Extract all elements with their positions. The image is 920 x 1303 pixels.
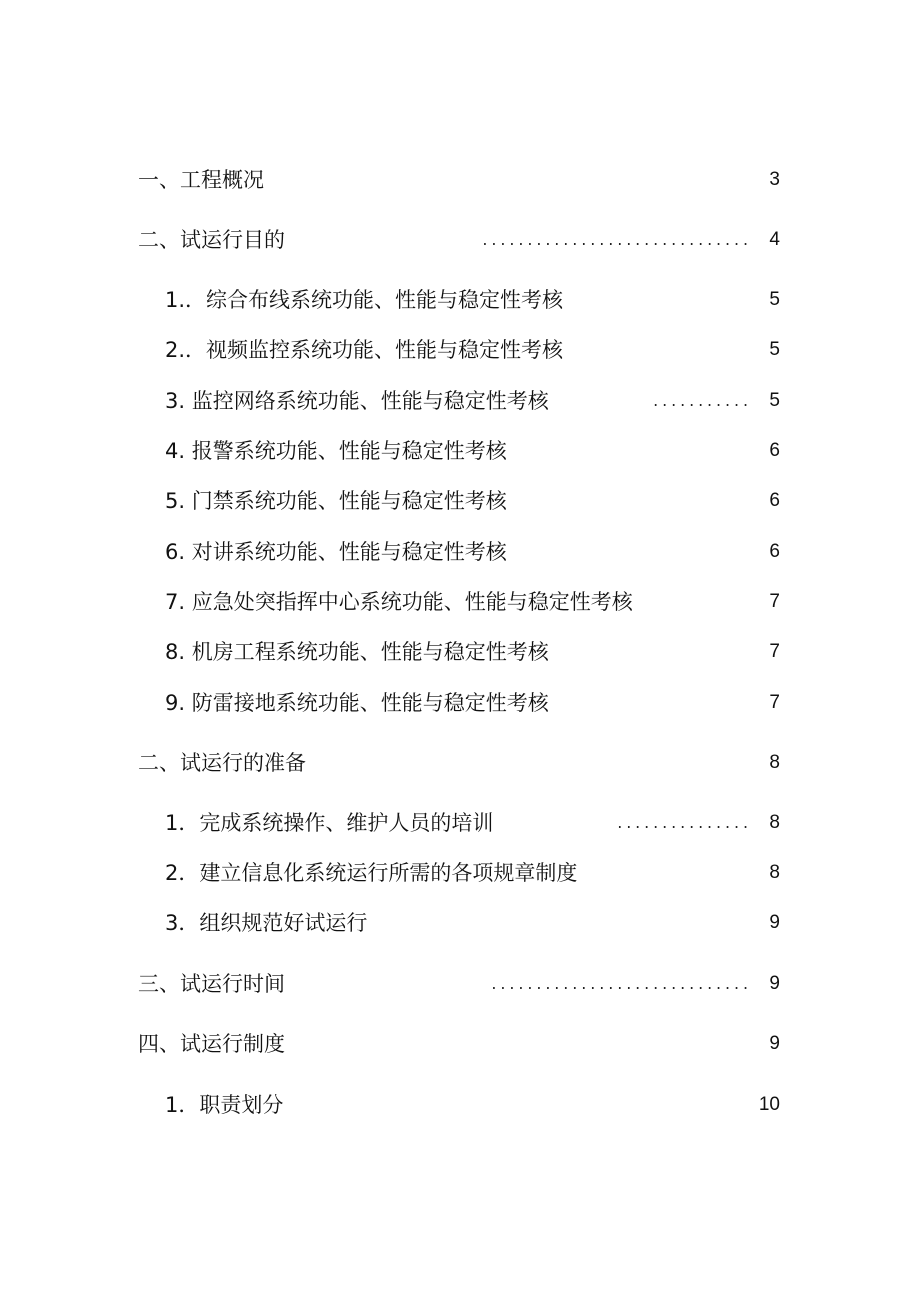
toc-page-number: 5 — [769, 289, 780, 310]
toc-leader-dots: ............................. — [491, 974, 752, 993]
toc-page-number: 7 — [769, 641, 780, 662]
toc-entry — [0, 856, 920, 890]
toc-page-number: 9 — [769, 1033, 780, 1054]
toc-entry — [0, 746, 920, 780]
toc-entry-title: 3．组织规范好试运行 — [165, 911, 368, 935]
toc-entry-title: 2．建立信息化系统运行所需的各项规章制度 — [165, 861, 578, 885]
toc-page-number: 6 — [769, 490, 780, 511]
toc-entry-title: 4. 报警系统功能、性能与稳定性考核 — [165, 439, 507, 463]
toc-entry-title: 二、试运行目的 — [138, 228, 285, 252]
toc-page-number: 3 — [769, 169, 780, 190]
toc-entry — [0, 484, 920, 518]
toc-entry — [0, 163, 920, 197]
toc-entry-title: 9. 防雷接地系统功能、性能与稳定性考核 — [165, 691, 549, 715]
toc-entry-title: 三、试运行时间 — [138, 972, 285, 996]
toc-entry-title: 四、试运行制度 — [138, 1032, 285, 1056]
toc-entry-title: 1．职责划分 — [165, 1093, 284, 1117]
toc-entry-title: 8. 机房工程系统功能、性能与稳定性考核 — [165, 640, 549, 664]
toc-page-number: 9 — [769, 973, 780, 994]
toc-entry-title: 3. 监控网络系统功能、性能与稳定性考核 — [165, 389, 549, 413]
toc-page-number: 5 — [769, 390, 780, 411]
toc-page-number: 6 — [769, 440, 780, 461]
toc-entry — [0, 1027, 920, 1061]
toc-leader-dots: .............................. — [482, 230, 752, 249]
toc-entry-title: 7. 应急处突指挥中心系统功能、性能与稳定性考核 — [165, 590, 633, 614]
toc-entry — [0, 806, 920, 840]
toc-page-number: 7 — [769, 591, 780, 612]
toc-entry — [0, 906, 920, 940]
toc-entry-title: 2.．视频监控系统功能、性能与稳定性考核 — [165, 338, 564, 362]
toc-page-number: 9 — [769, 912, 780, 933]
toc-entry-title: 1.．综合布线系统功能、性能与稳定性考核 — [165, 288, 564, 312]
toc-entry — [0, 333, 920, 367]
toc-entry — [0, 434, 920, 468]
toc-entry — [0, 1088, 920, 1122]
toc-page-number: 7 — [769, 692, 780, 713]
toc-entry — [0, 223, 920, 257]
toc-leader-dots: ............... — [617, 813, 752, 832]
toc-entry-title: 1．完成系统操作、维护人员的培训 — [165, 811, 494, 835]
toc-entry-title: 一、工程概况 — [138, 168, 264, 192]
toc-entry — [0, 535, 920, 569]
toc-page-number: 10 — [758, 1094, 780, 1115]
toc-page-number: 8 — [769, 812, 780, 833]
toc-entry — [0, 635, 920, 669]
toc-page-number: 6 — [769, 541, 780, 562]
toc-entry — [0, 585, 920, 619]
toc-page-number: 4 — [769, 229, 780, 250]
toc-entry — [0, 967, 920, 1001]
toc-leader-dots: ........... — [653, 391, 752, 410]
toc-page-number: 8 — [769, 862, 780, 883]
toc-page-number: 5 — [769, 339, 780, 360]
toc-entry — [0, 384, 920, 418]
toc-entry-title: 二、试运行的准备 — [138, 751, 306, 775]
toc-entry-title: 5. 门禁系统功能、性能与稳定性考核 — [165, 489, 507, 513]
toc-page-number: 8 — [769, 752, 780, 773]
toc-entry-title: 6. 对讲系统功能、性能与稳定性考核 — [165, 540, 507, 564]
toc-entry — [0, 283, 920, 317]
toc-entry — [0, 686, 920, 720]
